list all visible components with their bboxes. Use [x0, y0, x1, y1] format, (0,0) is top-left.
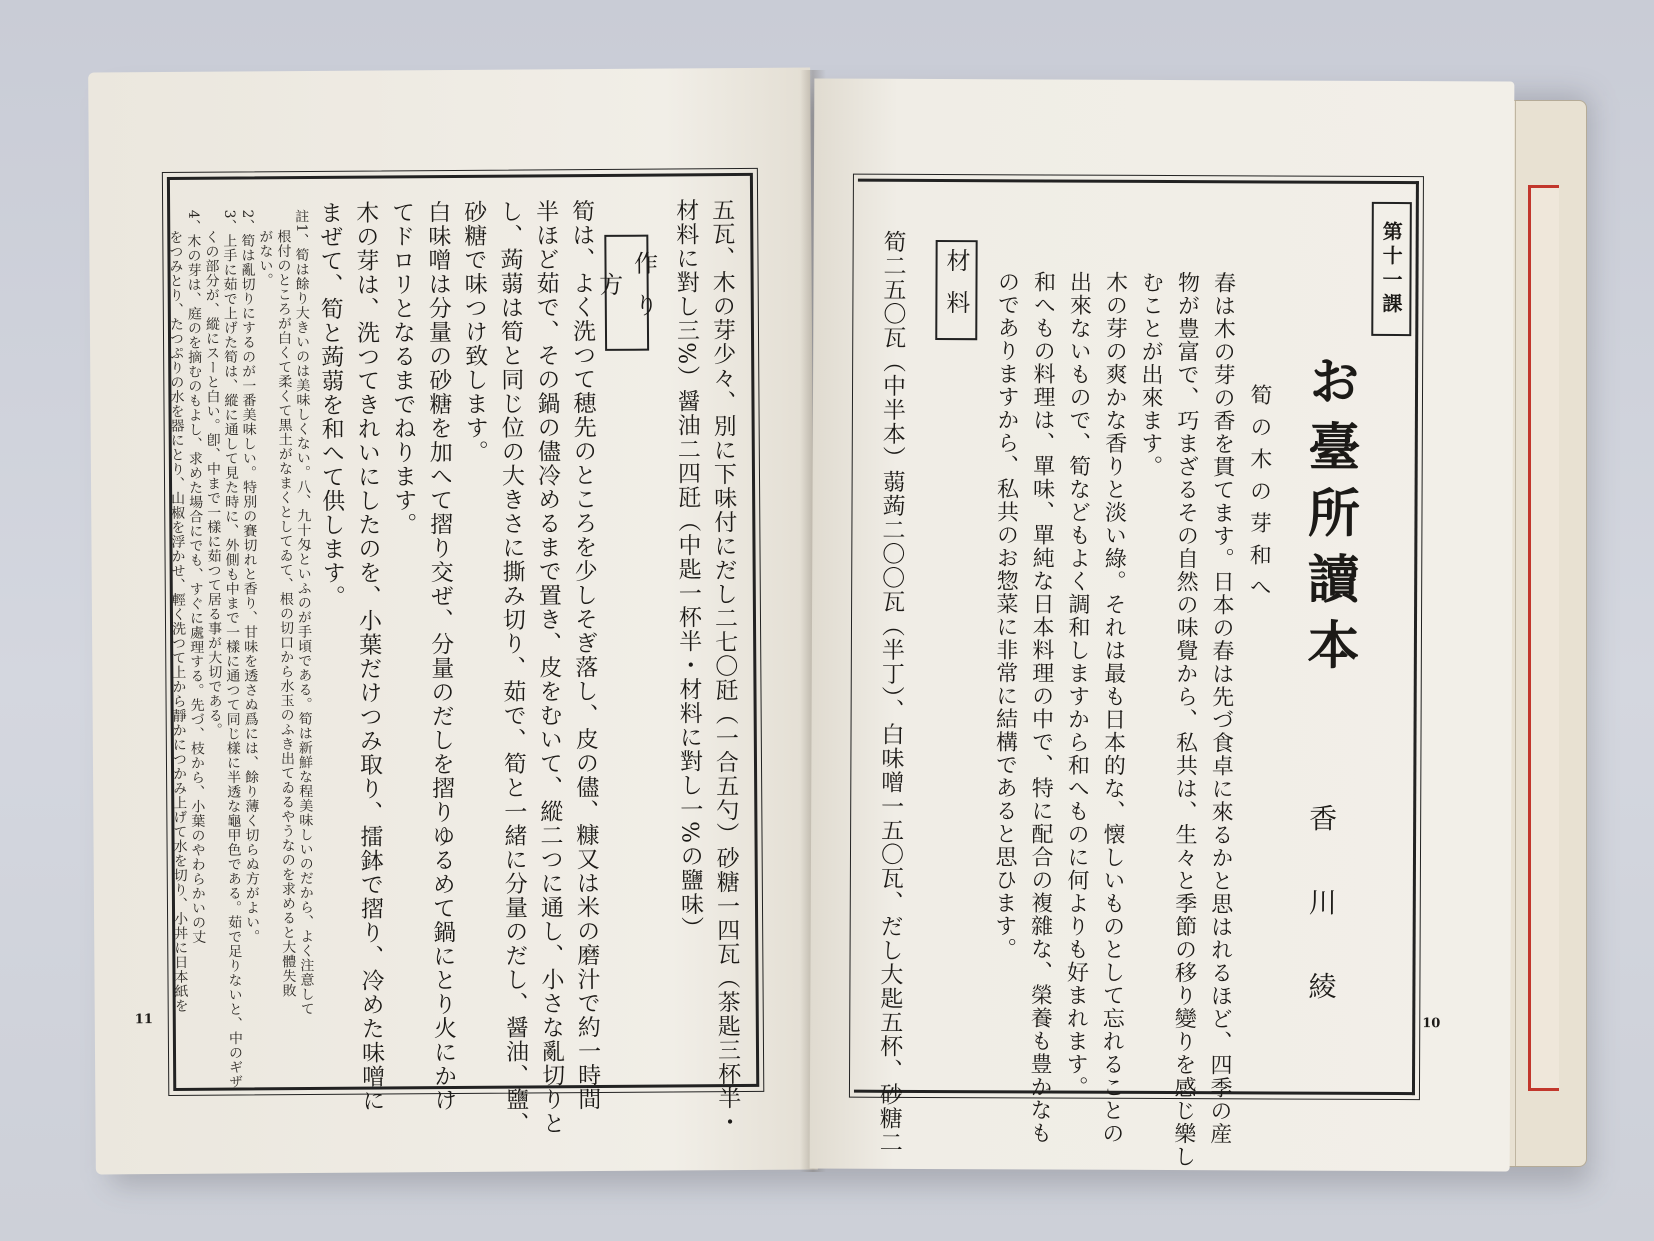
note-line: がない。	[257, 229, 274, 288]
text-column: 材料に對し三%）醤油二四瓩（中匙一杯半・材料に對し一%の鹽味）	[672, 198, 704, 941]
right-page	[810, 78, 1515, 1171]
intro-column: 木の芽の爽かな香りと淡い綠。それは最も日本的な、懐しいものとして忘れることの	[1098, 270, 1128, 1145]
intro-column: 物が豊富で、巧まざるその自然の味覺から、私共は、生々と季節の移り變りを感じ樂し	[1170, 271, 1200, 1169]
author-name: 香川綾	[1304, 803, 1339, 1056]
text-column: てドロリとなるまでねります。	[388, 200, 417, 537]
text-column: 白味噌は分量の砂糖を加へて摺り交ぜ、分量のだしを摺りゆるめて鍋にとり火にかけ	[424, 200, 457, 1113]
text-column: まぜて、筍と蒟蒻を和へて供します。	[316, 200, 345, 609]
note-line: くの部分が、縱にスーと白い。卽、中まで一樣に茹つて居る事が大切である。	[203, 229, 223, 738]
intro-column: 和へもの料理は、單味、單純な日本料理の中で、特に配合の複雜な、榮養も豊かなも	[1026, 270, 1056, 1145]
text-column: 半ほど茹で、その鍋の儘冷めるまで置き、皮をむいて、縱二つに通し、小さな亂切りと	[532, 199, 565, 1136]
intro-column: 春は木の芽の香を貫てます。日本の春は先づ食卓に來るかと思はれるほど、四季の産	[1206, 271, 1236, 1146]
note-line: をつみとり、たつぷりの水を器にとり、山椒を浮かせ、輕く洗つて上から靜かにつかみ上げて水を切り、小丼に日本紙を	[167, 229, 189, 1013]
intro-column: むことが出來ます。	[1137, 270, 1164, 479]
text-column: 木の芽は、洗つてきれいにしたのを、小葉だけつみ取り、擂鉢で摺り、冷めた味噌に	[352, 200, 385, 1113]
dish-title: 筍の木の芽和へ	[1246, 383, 1273, 608]
lesson-label: 第十一課	[1371, 202, 1412, 336]
section-label-tsukurikata: 作り方	[604, 235, 649, 351]
page-number-right: 10	[1422, 1016, 1441, 1032]
note-line: 註1、筍は餘り大きいのは美味しくない。八、九十匁といふのが手頃である。筍は新鮮な程美味しいのだから、よく注意して	[293, 208, 315, 1017]
ingredients-column: 筍二五〇瓦（中半本）蒻蒟二〇〇瓦（半丁）、白味噌一五〇瓦、だし大匙五杯、砂糖二	[875, 229, 906, 1155]
page-number-left: 11	[134, 1012, 153, 1028]
left-page-frame	[167, 173, 759, 1136]
intro-column: 出來ないもので、筍などもよく調和しますから和へものに何よりも好まれます。	[1062, 270, 1092, 1099]
note-line: 4、木の芽は、庭のを摘むのもよし、求めた場合にでも、すぐに處理する。先づ、枝から、小葉のやわらかいの丈	[185, 209, 207, 945]
intro-column: のでありますから、私共のお惣菜に非常に結構であると思ひます。	[991, 270, 1020, 961]
right-page-frame	[854, 179, 1419, 1169]
text-column: 砂糖で味つけ致します。	[460, 199, 488, 464]
red-bookmark-strip	[1528, 185, 1559, 1091]
text-column: 五瓦、木の芽少々、別に下味付にだし二七〇瓩（一合五勺）砂糖一四瓦（茶匙三杯半・	[708, 198, 741, 1135]
text-column: 筍は、よく洗つて穂先のところを少しそぎ落し、皮の儘、糠又は米の磨汁で約一時間	[568, 199, 601, 1112]
note-line: 3、上手に茹で上げた筍は、縱に通して見た時に、外側も中まで一樣に通つて同じ樣に半透な龜甲色である。茹で足りないと、中のギザ	[221, 209, 244, 1090]
text-column: し、蒟蒻は筍と同じ位の大きさに撕み切り、茹で、筍と一緒に分量のだし、醤油、鹽、	[496, 199, 529, 1136]
left-page	[88, 67, 818, 1174]
ingredients-label: 材料	[935, 240, 977, 340]
note-line: 2、筍は亂切りにするのが一番美味しい。特別の賽切れと香り、甘味を透さぬ爲には、餘り薄く切らぬ方がよい。	[239, 209, 261, 944]
book-title: お臺所讀本	[1297, 353, 1361, 684]
note-line: 根付のところが白くて柔くて黒土がなまくとしてゐて、根の切口から水玉のふき出てゐるやうなのを求めると大體失敗	[275, 229, 297, 998]
